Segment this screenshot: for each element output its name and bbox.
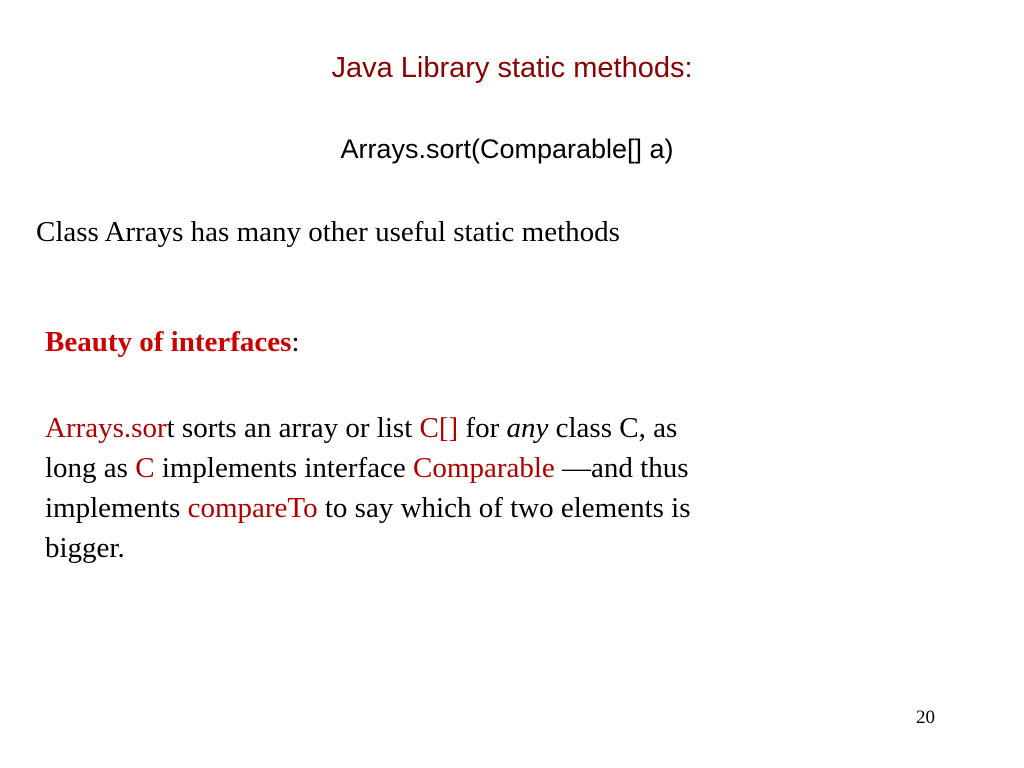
text-fragment: —and thus [554, 452, 689, 484]
text-fragment: class C, as [548, 412, 678, 444]
paragraph-line-4 [45, 528, 825, 568]
text-fragment: implements interface [154, 452, 414, 484]
beauty-heading-colon: : [291, 326, 300, 358]
beauty-heading [45, 326, 300, 359]
text-fragment: for [458, 412, 507, 444]
paragraph-line-2 [45, 448, 825, 488]
paragraph-line-1 [45, 408, 825, 448]
arrays-sort-fragment: Arrays.sor [45, 412, 167, 444]
c-keyword: C [135, 452, 155, 484]
text-fragment: to say which of two elements is [317, 492, 691, 524]
class-arrays-note: Class Arrays has many other useful static methods [36, 216, 620, 248]
text-fragment: long as [45, 452, 136, 484]
text-fragment: bigger. [45, 532, 125, 564]
slide-title: Java Library static methods: [331, 52, 693, 84]
text-fragment: t sorts an array or list [166, 412, 420, 444]
page-number: 20 [916, 707, 935, 728]
compareto-keyword: compareTo [187, 492, 318, 524]
any-emphasis: any [506, 412, 549, 444]
text-fragment: implements [45, 492, 188, 524]
method-signature: Arrays.sort(Comparable[] a) [340, 134, 674, 164]
paragraph-line-3 [45, 488, 825, 528]
c-array-keyword: C[] [419, 412, 459, 444]
interfaces-paragraph [45, 408, 825, 568]
comparable-keyword: Comparable [413, 452, 555, 484]
beauty-heading-bold: Beauty of interfaces [45, 326, 292, 358]
